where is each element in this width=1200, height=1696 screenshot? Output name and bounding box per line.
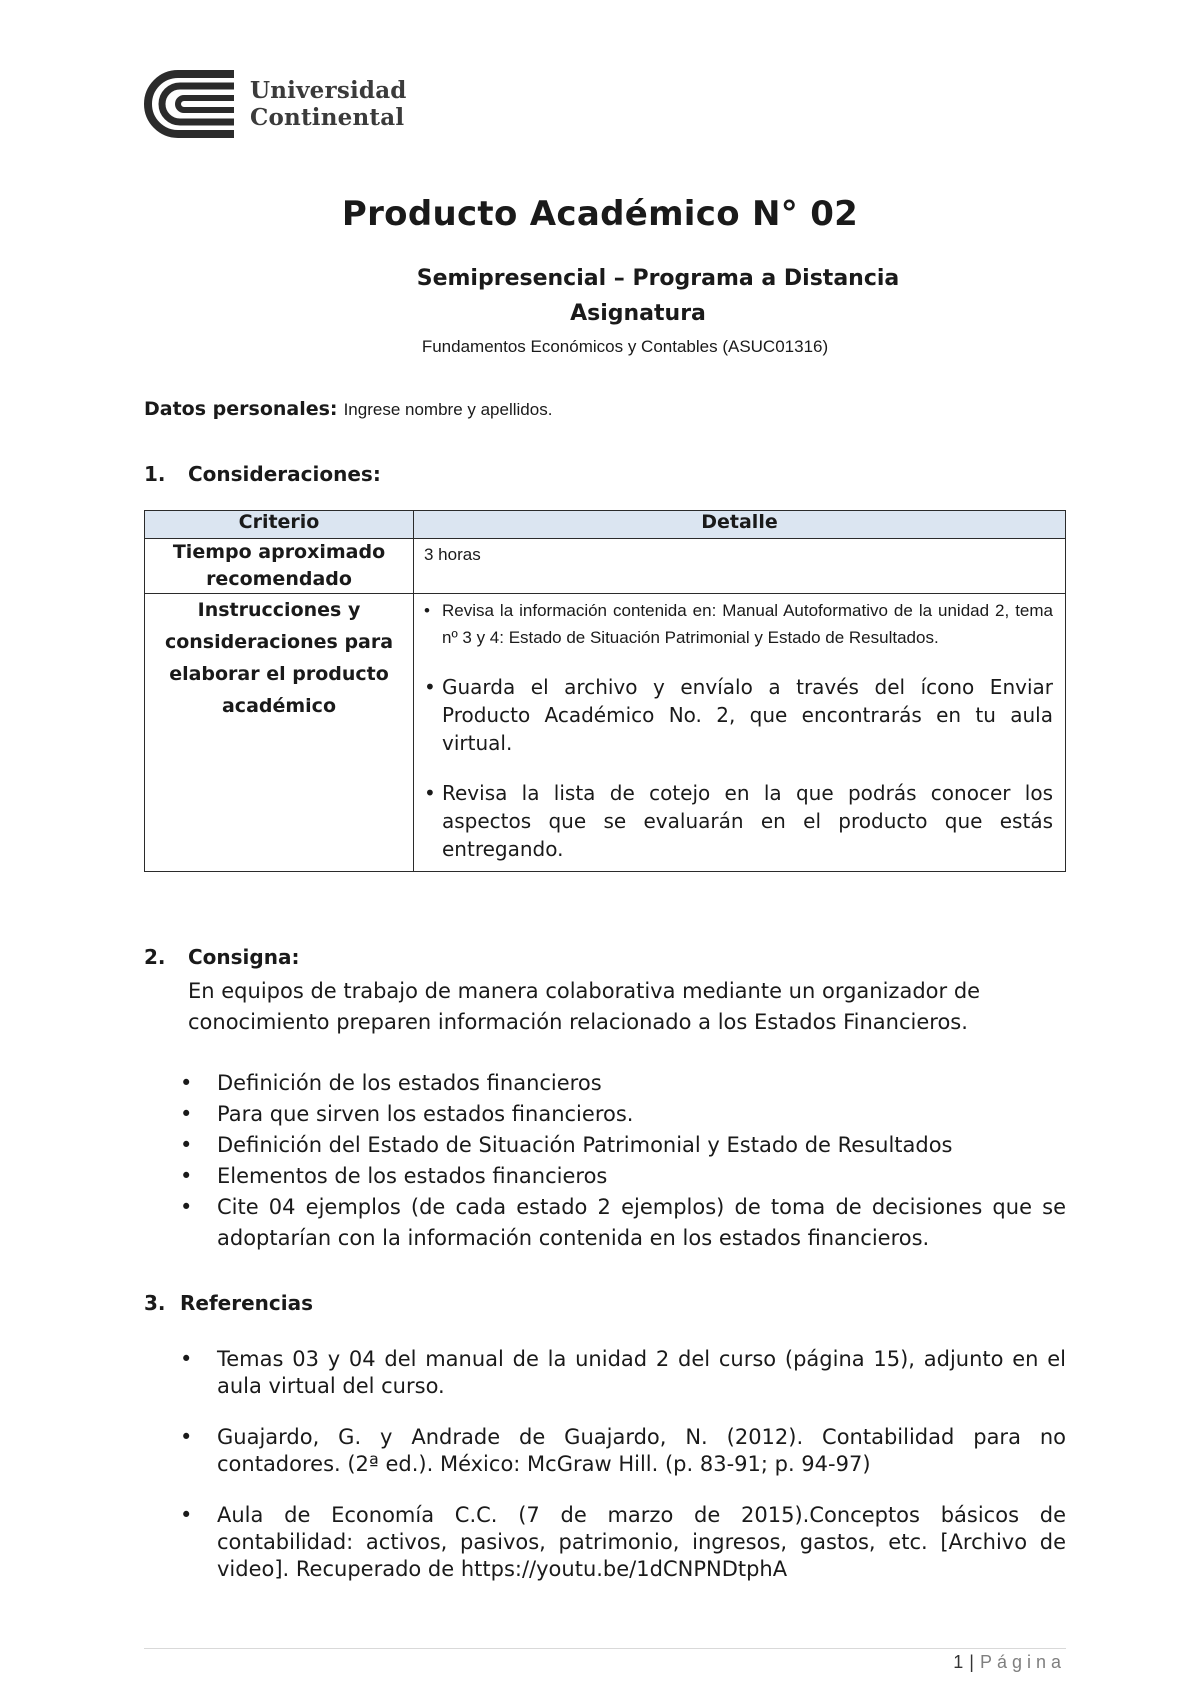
list-item: • Aula de Economía C.C. (7 de marzo de 2015).Conceptos básicos de contabilidad: activos, pasivos, patrimonio, ingresos, gastos, etc. [Archivo de video]. Recuperado de https://youtu.be/1dCNPNDtphA (180, 1502, 1066, 1583)
footer-separator: | (969, 1652, 974, 1672)
list-item: • Guajardo, G. y Andrade de Guajardo, N. (2012). Contabilidad para no contadores. (2ª ed.). México: McGraw Hill. (p. 83-91; p. 94-97) (180, 1424, 1066, 1478)
section-1-number: 1. (144, 462, 166, 486)
assignment-text: En equipos de trabajo de manera colaborativa mediante un organizador de conocimiento preparen información relacionado a los Estados Financieros. (188, 979, 981, 1034)
header-detail: Detalle (414, 511, 1066, 539)
course-name: Fundamentos Económicos y Contables (ASUC01316) (421, 337, 829, 356)
personal-data-label: Datos personales: (144, 398, 338, 420)
assignment-list (180, 1068, 1066, 1254)
section-1-title: Consideraciones: (188, 462, 381, 486)
page-label: Página (979, 1652, 1066, 1672)
footer-divider (144, 1648, 1066, 1649)
list-item: • Definición del Estado de Situación Patrimonial y Estado de Resultados (180, 1130, 1066, 1161)
row1-detail: 3 horas (414, 539, 1066, 594)
list-item: • Revisa la lista de cotejo en la que podrás conocer los aspectos que se evaluarán en el producto que estás entregando. (424, 779, 1053, 863)
modality-subtitle: Semipresencial – Programa a Distancia (416, 266, 900, 291)
page-footer (953, 1652, 1066, 1673)
logo-line-1: Universidad (250, 77, 407, 104)
list-item: • Revisa la información contenida en: Manual Autoformativo de la unidad 2, tema nº 3 y 4: Estado de Situación Patrimonial y Estado de Resultados. (424, 597, 1053, 651)
section-2-title: Consigna: (188, 945, 300, 969)
section-2-heading (144, 945, 299, 969)
subject-label: Asignatura (570, 301, 706, 326)
logo-line-2: Continental (250, 104, 405, 131)
row2-detail (414, 594, 1066, 872)
document-title: Producto Académico N° 02 (341, 194, 859, 234)
considerations-table (144, 510, 1066, 872)
row1-criterion: Tiempo aproximado recomendado (145, 539, 414, 594)
university-logo-icon (144, 70, 236, 138)
table-row (145, 539, 1066, 594)
section-2-number: 2. (144, 945, 166, 969)
table-header-row (145, 511, 1066, 539)
references-list (180, 1346, 1066, 1607)
row2-criterion: Instrucciones y consideraciones para elaborar el producto académico (145, 594, 414, 872)
header-criterion: Criterio (145, 511, 414, 539)
university-name (250, 77, 407, 131)
list-item: • Definición de los estados financieros (180, 1068, 1066, 1099)
section-1-heading (144, 462, 381, 486)
table-row (145, 594, 1066, 872)
list-item: • Cite 04 ejemplos (de cada estado 2 ejemplos) de toma de decisiones que se adoptarían con la información contenida en los estados financieros. (180, 1192, 1066, 1254)
instructions-list (424, 597, 1053, 863)
section-3-title: Referencias (180, 1291, 314, 1315)
page-number: 1 (953, 1652, 964, 1672)
list-item: • Guarda el archivo y envíalo a través del ícono Enviar Producto Académico No. 2, que encontrarás en tu aula virtual. (424, 673, 1053, 757)
university-logo (144, 70, 407, 138)
section-3-heading (144, 1291, 313, 1315)
section-3-number: 3. (144, 1291, 166, 1315)
list-item: • Para que sirven los estados financieros. (180, 1099, 1066, 1130)
list-item: • Temas 03 y 04 del manual de la unidad 2 del curso (página 15), adjunto en el aula virtual del curso. (180, 1346, 1066, 1400)
list-item: • Elementos de los estados financieros (180, 1161, 1066, 1192)
personal-data (144, 398, 552, 420)
personal-data-value: Ingrese nombre y apellidos. (343, 400, 553, 419)
